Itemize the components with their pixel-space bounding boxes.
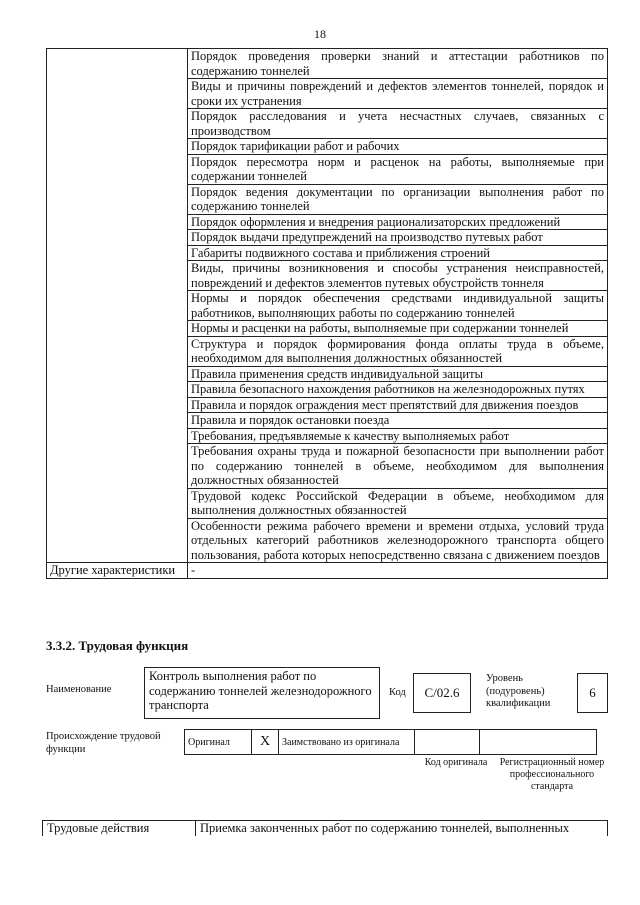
code-original-cell xyxy=(415,730,480,755)
level-label: Уровень (подуровень) квалификации xyxy=(486,673,551,709)
knowledge-item: Особенности режима рабочего времени и времени отдыха, условий труда отдельных категорий работников железнодорожного транспорта общего пользования, работа которых непосредственно связана с движением поездов xyxy=(188,518,608,563)
knowledge-row xyxy=(47,49,608,79)
knowledge-item: Правила безопасного нахождения работников на железнодорожных путях xyxy=(188,382,608,398)
knowledge-label-cell xyxy=(47,49,188,563)
origin-table xyxy=(184,729,597,755)
name-label: Наименование xyxy=(46,684,112,695)
other-characteristics-label: Другие характеристики xyxy=(47,563,188,579)
knowledge-table xyxy=(46,48,608,579)
code-original-caption: Код оригинала xyxy=(424,757,488,768)
knowledge-item: Виды и причины повреждений и дефектов элементов тоннелей, порядок и сроки их устранения xyxy=(188,79,608,109)
labor-actions-label: Трудовые действия xyxy=(43,821,196,836)
reg-number-caption: Регистрационный номер профессионального стандарта xyxy=(499,757,605,792)
knowledge-item: Структура и порядок формирования фонда оплаты труда в объеме, необходимом для выполнения должностных обязанностей xyxy=(188,336,608,366)
page-number: 18 xyxy=(314,27,326,41)
knowledge-item: Порядок проведения проверки знаний и аттестации работников по содержанию тоннелей xyxy=(188,49,608,79)
original-mark: X xyxy=(252,730,279,755)
code-label: Код xyxy=(389,687,406,698)
knowledge-item: Порядок оформления и внедрения рационализаторских предложений xyxy=(188,214,608,230)
labor-action-item: Приемка законченных работ по содержанию тоннелей, выполненных xyxy=(196,821,608,836)
borrowed-label: Заимствовано из оригинала xyxy=(279,730,415,755)
reg-number-cell xyxy=(480,730,597,755)
knowledge-item: Порядок расследования и учета несчастных случаев, связанных с производством xyxy=(188,109,608,139)
knowledge-item: Порядок пересмотра норм и расценок на работы, выполняемые при содержании тоннелей xyxy=(188,154,608,184)
knowledge-item: Нормы и порядок обеспечения средствами индивидуальной защиты работников, выполняющих работы по содержанию тоннелей xyxy=(188,291,608,321)
knowledge-item: Виды, причины возникновения и способы устранения неисправностей, повреждений и дефектов элементов путевых обустройств тоннеля xyxy=(188,261,608,291)
original-label: Оригинал xyxy=(185,730,252,755)
origin-label: Происхождение трудовой функции xyxy=(46,731,161,755)
other-characteristics-value: - xyxy=(188,563,608,579)
knowledge-item: Нормы и расценки на работы, выполняемые при содержании тоннелей xyxy=(188,321,608,337)
knowledge-item: Правила и порядок остановки поезда xyxy=(188,413,608,429)
knowledge-item: Порядок тарификации работ и рабочих xyxy=(188,139,608,155)
section-title: 3.3.2. Трудовая функция xyxy=(46,638,189,653)
knowledge-item: Порядок выдачи предупреждений на производство путевых работ xyxy=(188,230,608,246)
function-name-value: Контроль выполнения работ по содержанию тоннелей железнодорожного транспорта xyxy=(144,667,380,719)
knowledge-item: Порядок ведения документации по организации выполнения работ по содержанию тоннелей xyxy=(188,184,608,214)
knowledge-item: Габариты подвижного состава и приближения строений xyxy=(188,245,608,261)
function-code-value: C/02.6 xyxy=(413,673,471,713)
knowledge-item: Правила применения средств индивидуальной защиты xyxy=(188,366,608,382)
other-characteristics-row xyxy=(47,563,608,579)
knowledge-item: Требования охраны труда и пожарной безопасности при выполнении работ по содержанию тоннелей в объеме, необходимом для выполнения должностных обязанностей xyxy=(188,444,608,489)
labor-actions-table xyxy=(42,820,608,836)
knowledge-item: Правила и порядок ограждения мест препятствий для движения поездов xyxy=(188,397,608,413)
knowledge-item: Требования, предъявляемые к качеству выполняемых работ xyxy=(188,428,608,444)
knowledge-item: Трудовой кодекс Российской Федерации в объеме, необходимом для выполнения должностных обязанностей xyxy=(188,488,608,518)
qualification-level-value: 6 xyxy=(577,673,608,713)
